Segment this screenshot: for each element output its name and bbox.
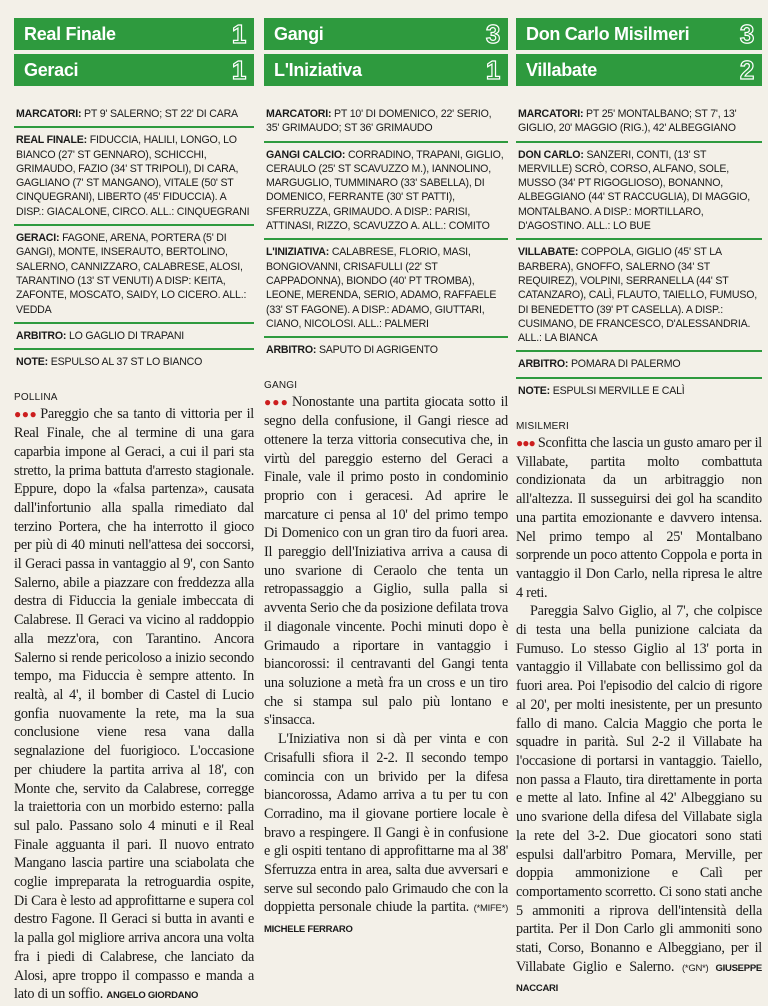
team-score: 3 [485, 18, 500, 49]
match-info [14, 102, 254, 374]
article-body [516, 434, 762, 999]
info-lineup-away: VILLABATE: COPPOLA, GIGLIO (45' ST LA BARBERA), GNOFFO, SALERNO (34' ST REQUIREZ), VOLPINI, SERRANELLA (44' ST CATANZARO), CALÌ, FLAUTO, TAIELLO, FUMUSO, DI BENEDETTO (39' PT CASELLA). A DISP.: CUSIMANO, DE FRANCESCO, D'ALESSANDRIA. ALL.: LA BIANCA [516, 238, 762, 350]
byline: ANGELO GIORDANO [106, 990, 199, 1002]
byline: (*GN*) GIUSEPPE NACCARI [516, 962, 763, 995]
team-name: Gangi [274, 23, 324, 44]
article-paragraph: ●●● Sconfitta che lascia un gusto amaro per il Villabate, partita molto combattuta condizionata da un arbitraggio non all'altezza. Il susseguirsi dei gol ha scandito una partita emozionante e davvero intensa. Nel primo tempo al 25' Montalbano sorprende un poco attento Coppola e porta in vantaggio il Don Carlo, nella ripresa le altre 4 reti. [516, 435, 762, 601]
info-referee: ARBITRO: LO GAGLIO DI TRAPANI [14, 322, 254, 348]
info-lineup-away: GERACI: FAGONE, ARENA, PORTERA (5' DI GANGI), MONTE, INSERAUTO, BERTOLINO, SALERNO, CANNIZZARO, CALABRESE, ALOSI, TARANTINO (13' ST VENUTI) A DISP: KEITA, ZAFONTE, MOSCATO, SAIDY, LO CICERO. ALL.: VEDDA [14, 224, 254, 322]
team-bar-home [264, 18, 508, 50]
bullet-dots-icon: ●●● [264, 395, 289, 410]
team-name: Geraci [24, 59, 79, 80]
match-info [264, 102, 508, 362]
info-lineup-away: L'INIZIATIVA: CALABRESE, FLORIO, MASI, BONGIOVANNI, CRISAFULLI (22' ST CAPPADONNA), BIONDO (40' PT TROMBA), LEONE, MERENDA, SERIO, ADAMO, RAFFAELE (33' ST FAGONE). A DISP.: ADAMO, GIUTTARI, CIANO, NICOLOSI. ALL.: PALMERI [264, 238, 508, 336]
article-paragraph: ●●● Nonostante una partita giocata sotto il segno della confusione, il Gangi riesce ad ottenere la terza vittoria consecutiva che, in virtù del pareggio esterno del Geraci a Finale, vale il primo posto in condominio proprio con i geracesi. Ad aprire le marcature ci pensa al 10' del primo tempo Di Domenico con un gran tiro da fuori area. Il pareggio dell'Iniziativa arriva a causa di uno svarione di Ceraolo che tenta un retropassaggio a Giglio, sulla palla si avventa Serio che da posizione defilata trova il diagonale vincente. Pochi minuti dopo è Grimaudo a riportare in vantaggio i biancorossi: il centravanti del Gangi tenta una soluzione a metà fra un cross e un tiro che si stampa sul palo più lontano e s'insacca. [264, 394, 509, 729]
article-paragraph: L'Iniziativa non si dà per vinta e con Crisafulli sfiora il 2-2. Il secondo tempo comincia con un brivido per la difesa biancorossa, Adamo arriva a tu per tu con Corradino, ma il giovane portiere locale è bravo a respingere. Il Gangi è in confusione e gli ospiti tentano di approfittarne ma al 38' Sferruzza entra in area, salta due avversari e serve sul secondo palo Grimaudo che con la doppietta personale chiude la partita. (*MIFE*) MICHELE FERRARO [264, 731, 509, 936]
match-info [516, 102, 762, 403]
info-notes: NOTE: ESPULSI MERVILLE E CALÌ [516, 377, 762, 403]
team-bar-home [14, 18, 254, 50]
info-scorers: MARCATORI: PT 9' SALERNO; ST 22' DI CARA [16, 108, 238, 120]
bullet-dots-icon: ●●● [14, 407, 38, 422]
match-column-1 [14, 0, 254, 1003]
article-paragraph: ●●● Pareggio che sa tanto di vittoria per il Real Finale, che al termine di una gara caparbia impone al Geraci, a cui il pari sta stretto, la prima battuta d'arresto stagionale. Eppure, dopo la «falsa partenza», causata dall'infortunio alla spalla rimediato dal terzino Portera, che ha interrotto il gioco per più di 40 minuti nell'attesa dei soccorsi, il Geraci passa in vantaggio al 9', con Santo Salerno, abile a piazzare con freddezza alla destra di Fiduccia la geniale imbeccata di Calabrese. Il Geraci va vicino al raddoppio alla mezz'ora, con Tarantino. Ancora Salerno si rende pericoloso a inizio secondo tempo, ma Fiduccia è sempre attento. In realtà, al 4', il bomber di Castel di Lucio gonfia nuovamente la rete, ma la sua conclusione viene resa vana dalla segnalazione del fuorigioco. L'occasione per chiudere la partita arriva al 18', con Monte che, servito da Calabrese, corregge la traiettoria con un morbido esterno: palla sul palo. Passano solo 4 minuti e il Real Finale agguanta il pari. Il nuovo entrato Mangano lascia partire una sciabolata che coglie impreparata la retroguardia ospite, Di Cara è lesto ad approfittarne e supera col destro Fagone. Il Geraci si butta in avanti e la palla gol migliore arriva ancora una volta fra i piedi di Calabrese, che lanciato da Alosi, apre troppo il compasso e manda a lato di un soffio. ANGELO GIORDANO [14, 406, 254, 1003]
info-referee: ARBITRO: SAPUTO DI AGRIGENTO [264, 336, 508, 362]
match-column-2 [264, 0, 508, 990]
team-score: 3 [739, 18, 754, 49]
article-body [264, 393, 508, 939]
match-column-3 [516, 0, 763, 995]
team-bar-away [516, 54, 762, 86]
team-score: 2 [739, 54, 754, 85]
info-scorers: MARCATORI: PT 25' MONTALBANO; ST 7', 13' GIGLIO, 20' MAGGIO (RIG.), 42' ALBEGGIANO [518, 108, 737, 135]
info-lineup-home: DON CARLO: SANZERI, CONTI, (13' ST MERVILLE) SCRÒ, CORSO, ALFANO, SOLE, MUSSO (34' PT RIGOGLIOSO), BONANNO, ALBEGGIANO (44' ST RACCUGLIA), DI MAGGIO, MONTALBANO. A DISP.: MORTILLARO, D'AGOSTINO. ALL.: LO BUE [516, 141, 762, 239]
dateline: MISILMERI [516, 421, 569, 433]
team-name: Don Carlo Misilmeri [526, 23, 690, 44]
dateline: GANGI [264, 380, 298, 392]
team-name: Villabate [526, 59, 598, 80]
byline: (*MIFE*) MICHELE FERRARO [264, 903, 509, 936]
team-score: 1 [231, 54, 246, 85]
team-name: Real Finale [24, 23, 116, 44]
info-lineup-home: REAL FINALE: FIDUCCIA, HALILI, LONGO, LO BIANCO (27' ST GENNARO), SCHICCHI, GRIMAUDO, FAZIO (34' ST TRIPOLI), DI CARA, GAGLIANO (7' ST MANGANO), VITALE (50' ST CINQUEGRANI), LIBERTO (45' FIDUCCIA). A DISP.: GIACALONE, CIRCO. ALL.: CINQUEGRANI [14, 126, 254, 224]
team-bar-home [516, 18, 762, 50]
team-score: 1 [231, 18, 246, 49]
team-bar-away [264, 54, 508, 86]
info-notes: NOTE: ESPULSO AL 37 ST LO BIANCO [14, 348, 254, 374]
article-body [14, 405, 254, 1006]
info-lineup-home: GANGI CALCIO: CORRADINO, TRAPANI, GIGLIO, CERAULO (25' ST SCAVUZZO M.), IANNOLINO, MARGUGLIO, TUMMINARO (33' SABELLA), DI DOMENICO, FERRANTE (30' ST PATTI), SFERRUZZA, GRIMAUDO. A DISP.: PARISI, ATTINASI, RIZZO, SCAVUZZO A. ALL.: COMITO [264, 141, 508, 239]
dateline: POLLINA [14, 392, 58, 404]
team-name: L'Iniziativa [274, 59, 362, 80]
bullet-dots-icon: ●●● [516, 436, 535, 451]
info-scorers: MARCATORI: PT 10' DI DOMENICO, 22' SERIO, 35' GRIMAUDO; ST 36' GRIMAUDO [266, 108, 492, 135]
article-paragraph: Pareggia Salvo Giglio, al 7', che colpisce di testa una bella punizione calciata da Fumuso. Lo stesso Giglio al 13' porta in vantaggio il Villabate con bellissimo gol da fuori area. Poi l'episodio del calcio di rigore al 20', per molti inesistente, per un presunto fallo di mano. Calcia Maggio che porta le squadre in parità. Sul 2-2 il Villabate ha l'occasione di portarsi in vantaggio. Taiello, non passa a Flauto, tira direttamente in porta e mette al lato. Infine al 42' Albeggiano su uno svarione della difesa del Villabate sigla la rete del 3-2. Due giocatori sono stati espulsi dall'arbitro Pomara, Merville, per doppia ammonizione e Calì per comportamento scorretto. Ci sono stati anche 5 ammoniti a riprova dell'intensità della partita. Per il Don Carlo gli ammoniti sono stati, Corso, Bonanno e Albeggiano, per il Villabate Giglio e Salerno. (*GN*) GIUSEPPE NACCARI [516, 603, 763, 995]
info-referee: ARBITRO: POMARA DI PALERMO [516, 350, 762, 376]
team-bar-away [14, 54, 254, 86]
team-score: 1 [485, 54, 500, 85]
